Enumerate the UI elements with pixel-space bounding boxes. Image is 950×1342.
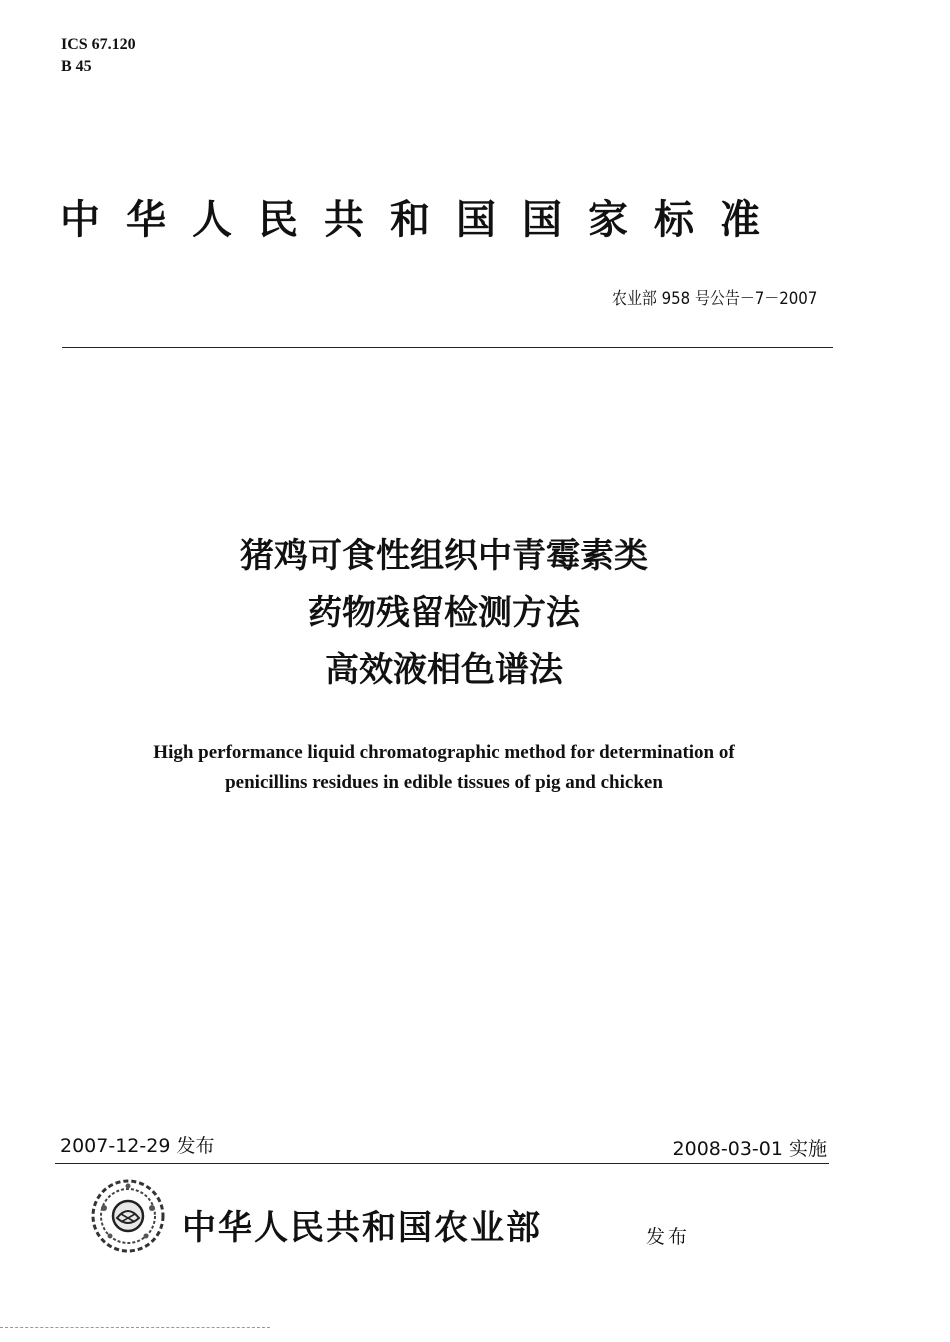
- english-title: [0, 738, 888, 798]
- effective-date: 2008-03-01 实施: [672, 1138, 827, 1160]
- ics-code: ICS 67.120: [61, 36, 136, 53]
- ccs-code: B 45: [61, 58, 92, 75]
- scan-edge-line: [0, 1327, 270, 1328]
- issuing-ministry: 中华人民共和国农业部: [182, 1208, 542, 1248]
- chinese-title-line-2: 药物残留检测方法: [308, 593, 580, 633]
- chinese-title-line-1: 猪鸡可食性组织中青霉素类: [240, 536, 648, 576]
- top-divider: [62, 347, 833, 348]
- ministry-seal-icon: [90, 1178, 166, 1254]
- publish-label: 发布: [646, 1226, 691, 1248]
- english-title-line-2: penicillins residues in edible tissues of pig and chicken: [225, 772, 663, 793]
- national-standard-title: 中华人民共和国国家标准: [60, 197, 786, 243]
- chinese-title-line-3: 高效液相色谱法: [325, 650, 563, 690]
- chinese-title: [0, 528, 888, 699]
- bottom-divider: [55, 1163, 829, 1164]
- classification-codes: [61, 34, 136, 78]
- standard-number: 农业部 958 号公告－7－2007: [611, 289, 817, 309]
- english-title-line-1: High performance liquid chromatographic method for determination of: [153, 742, 735, 763]
- issue-date: 2007-12-29 发布: [60, 1135, 215, 1157]
